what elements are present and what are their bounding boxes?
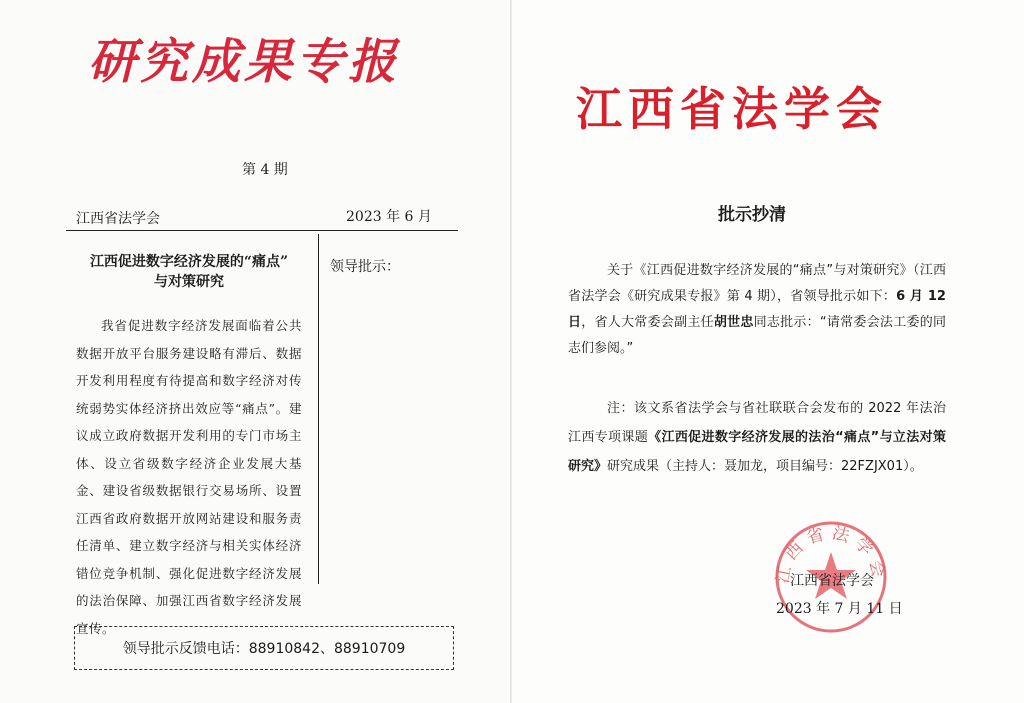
issue-number: 第 4 期 (242, 162, 288, 178)
seal-text: 江西省法学会 (772, 523, 890, 585)
para1-date: 6 月 12 日 (568, 289, 946, 330)
para2-project-title: 《江西促进数字经济发展的法治“痛点”与立法对策研究》 (568, 430, 946, 474)
para2-text-a: 注：该文系省法学会与省社联联合会发布的 2022 年法治江西专项课题 (568, 401, 946, 445)
article-title-line1: 江西促进数字经济发展的“痛点” (89, 254, 289, 270)
notice-paragraph-2 (568, 394, 946, 481)
para2-text-b: 研究成果（主持人：聂加龙，项目编号：22FZJX01）。 (607, 459, 923, 474)
feedback-phone-text: 领导批示反馈电话：88910842、88910709 (122, 641, 406, 657)
notice-paragraph-1 (568, 258, 946, 362)
leader-comment-label: 领导批示： (330, 259, 400, 275)
para1-text-a: 关于《江西促进数字经济发展的“痛点”与对策研究》（江西省法学会《研究成果专报》第 4 期），省领导批示如下： (568, 263, 946, 304)
para1-text-b: ，省人大常委会副主任 (581, 315, 714, 330)
article-title (76, 252, 302, 293)
bulletin-title: 研究成果专报 (88, 34, 401, 90)
publish-date: 2023 年 6 月 (346, 209, 432, 225)
signature-org: 江西省法学会 (790, 573, 874, 589)
feedback-phone-box (74, 626, 454, 670)
notice-title: 批示抄清 (718, 205, 786, 225)
article-title-line2: 与对策研究 (154, 274, 224, 291)
signature-date: 2023 年 7 月 11 日 (776, 601, 903, 617)
article-body: 我省促进数字经济发展面临着公共数据开放平台服务建设略有滞后、数据开发利用程度有待提高和数字经济对传统弱势实体经济挤出效应等“痛点”。建议成立政府数据开发利用的专门市场主体、设立省级数字经济企业发展大基金、建设省级数据银行交易场所、设置江西省政府数据开放网站建设和服务责任清单、建立数字经济与相关实体经济错位竞争机制、强化促进数字经济发展的法治保障、加强江西省数字经济发展宣传。 (76, 318, 302, 636)
publisher: 江西省法学会 (76, 211, 160, 227)
org-title: 江西省法学会 (576, 82, 888, 136)
para1-name: 胡世忠 (713, 315, 754, 330)
column-divider (318, 234, 319, 584)
header-divider (66, 230, 458, 231)
para1-text-c: 同志批示：“请常委会法工委的同志们参阅。” (568, 315, 946, 356)
